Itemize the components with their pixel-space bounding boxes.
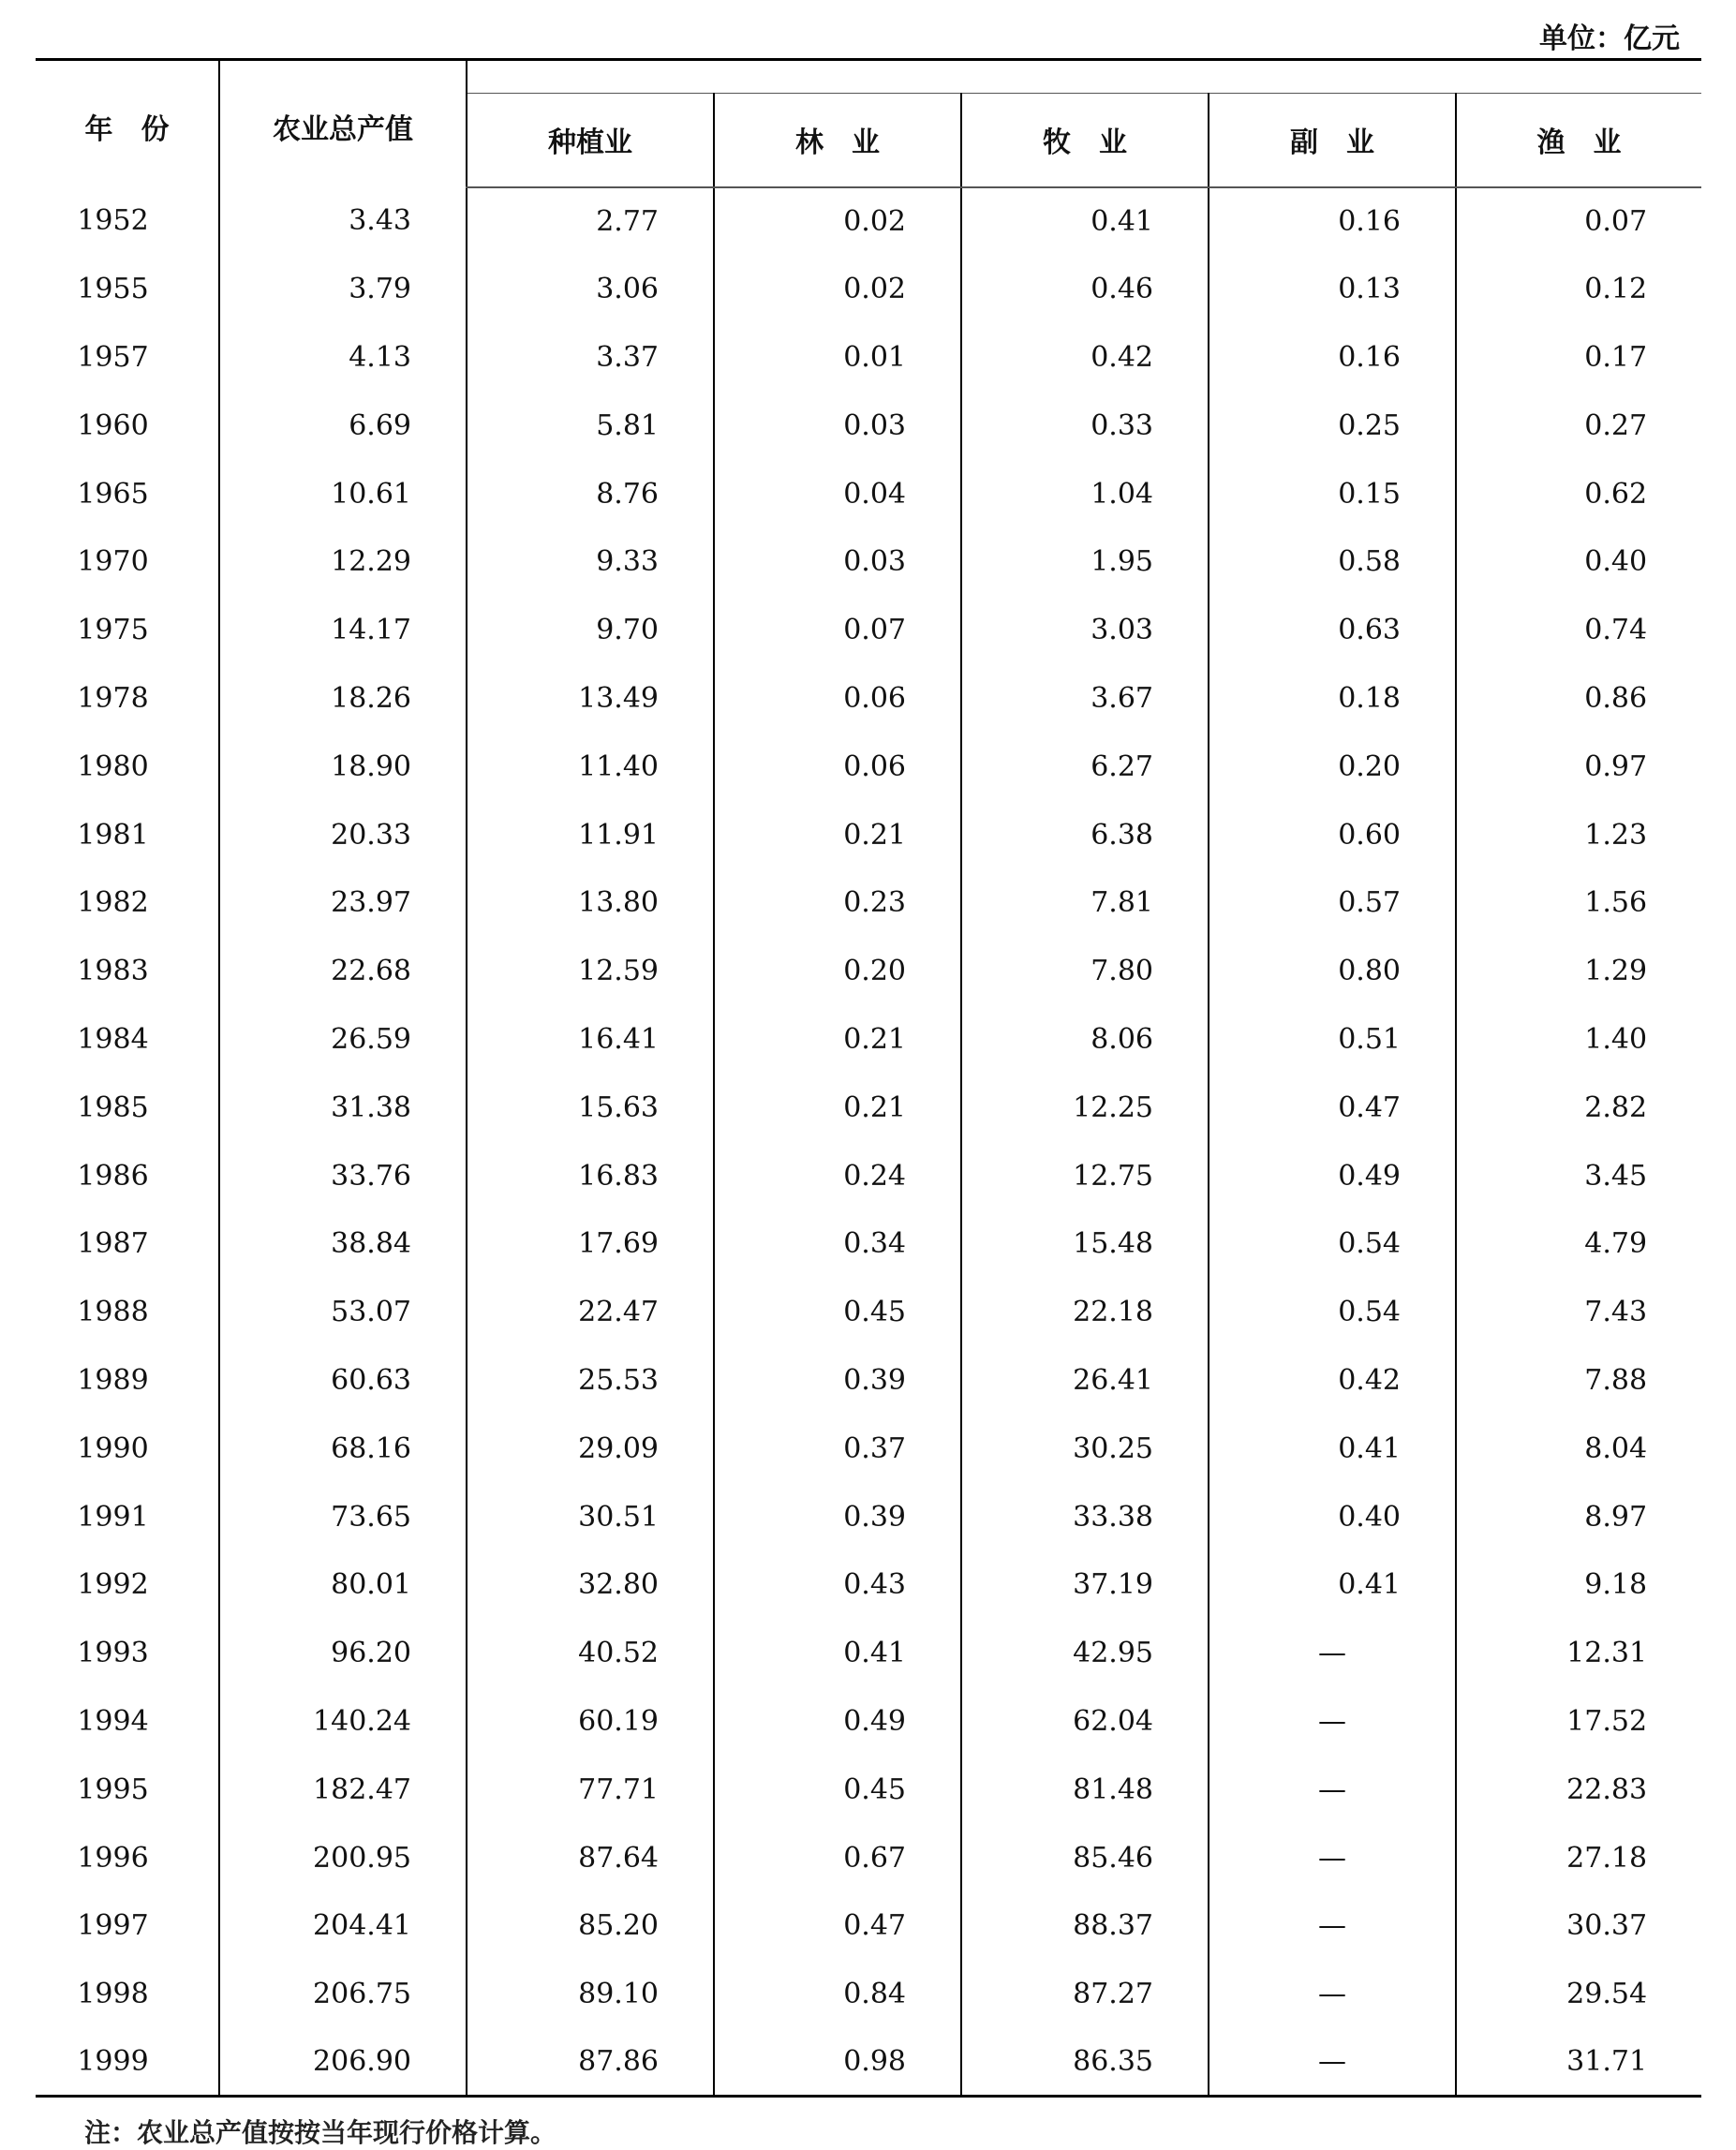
table-row <box>36 255 1701 323</box>
cell-total: 18.90 <box>219 733 467 801</box>
header-fishery: 渔 业 <box>1456 94 1701 187</box>
cell-total: 96.20 <box>219 1619 467 1687</box>
cell-forestry: 0.98 <box>714 2028 961 2097</box>
cell-fishery: 7.43 <box>1456 1278 1701 1346</box>
cell-forestry: 0.20 <box>714 937 961 1005</box>
cell-sideline: — <box>1209 1619 1456 1687</box>
table-row <box>36 1278 1701 1346</box>
table-row <box>36 664 1701 733</box>
cell-total: 12.29 <box>219 527 467 596</box>
cell-crop: 15.63 <box>467 1074 714 1142</box>
cell-livestock: 33.38 <box>961 1483 1209 1551</box>
cell-fishery: 1.40 <box>1456 1005 1701 1074</box>
cell-total: 4.13 <box>219 323 467 392</box>
cell-total: 60.63 <box>219 1346 467 1415</box>
cell-sideline: — <box>1209 1891 1456 1960</box>
cell-livestock: 81.48 <box>961 1756 1209 1824</box>
cell-livestock: 3.67 <box>961 664 1209 733</box>
cell-crop: 11.91 <box>467 801 714 869</box>
cell-livestock: 37.19 <box>961 1550 1209 1619</box>
cell-forestry: 0.45 <box>714 1278 961 1346</box>
table-row <box>36 1209 1701 1278</box>
cell-year: 1957 <box>77 340 149 374</box>
table-row <box>36 392 1701 460</box>
cell-livestock: 8.06 <box>961 1005 1209 1074</box>
cell-sideline: 0.18 <box>1209 664 1456 733</box>
cell-sideline: 0.63 <box>1209 596 1456 664</box>
cell-forestry: 0.37 <box>714 1415 961 1483</box>
cell-sideline: 0.41 <box>1209 1550 1456 1619</box>
cell-sideline: 0.51 <box>1209 1005 1456 1074</box>
cell-livestock: 12.25 <box>961 1074 1209 1142</box>
cell-forestry: 0.47 <box>714 1891 961 1960</box>
cell-forestry: 0.01 <box>714 323 961 392</box>
cell-crop: 11.40 <box>467 733 714 801</box>
cell-year: 1993 <box>77 1637 149 1670</box>
cell-crop: 87.86 <box>467 2028 714 2097</box>
cell-fishery: 22.83 <box>1456 1756 1701 1824</box>
cell-year: 1952 <box>77 204 149 238</box>
cell-livestock: 6.38 <box>961 801 1209 869</box>
cell-sideline: 0.42 <box>1209 1346 1456 1415</box>
cell-sideline: — <box>1209 2028 1456 2097</box>
cell-total: 18.26 <box>219 664 467 733</box>
table-row <box>36 1550 1701 1619</box>
cell-total: 6.69 <box>219 392 467 460</box>
cell-livestock: 7.80 <box>961 937 1209 1005</box>
cell-fishery: 4.79 <box>1456 1209 1701 1278</box>
cell-total: 68.16 <box>219 1415 467 1483</box>
cell-livestock: 7.81 <box>961 868 1209 937</box>
cell-forestry: 0.03 <box>714 527 961 596</box>
cell-fishery: 8.97 <box>1456 1483 1701 1551</box>
cell-sideline: 0.47 <box>1209 1074 1456 1142</box>
cell-sideline: 0.40 <box>1209 1483 1456 1551</box>
table-row <box>36 1824 1701 1892</box>
cell-total: 3.79 <box>219 255 467 323</box>
cell-crop: 12.59 <box>467 937 714 1005</box>
cell-forestry: 0.21 <box>714 1074 961 1142</box>
table-row <box>36 323 1701 392</box>
cell-crop: 9.70 <box>467 596 714 664</box>
cell-livestock: 85.46 <box>961 1824 1209 1892</box>
cell-livestock: 22.18 <box>961 1278 1209 1346</box>
cell-forestry: 0.02 <box>714 187 961 256</box>
cell-fishery: 0.74 <box>1456 596 1701 664</box>
cell-total: 22.68 <box>219 937 467 1005</box>
cell-year: 1955 <box>77 273 149 306</box>
cell-total: 80.01 <box>219 1550 467 1619</box>
table-row <box>36 1687 1701 1756</box>
cell-fishery: 0.27 <box>1456 392 1701 460</box>
cell-sideline: 0.15 <box>1209 460 1456 528</box>
cell-year: 1995 <box>77 1772 149 1806</box>
cell-year: 1996 <box>77 1841 149 1875</box>
cell-crop: 40.52 <box>467 1619 714 1687</box>
cell-livestock: 12.75 <box>961 1142 1209 1210</box>
cell-crop: 89.10 <box>467 1960 714 2028</box>
cell-fishery: 1.29 <box>1456 937 1701 1005</box>
cell-total: 53.07 <box>219 1278 467 1346</box>
cell-crop: 22.47 <box>467 1278 714 1346</box>
cell-crop: 2.77 <box>467 187 714 256</box>
cell-crop: 87.64 <box>467 1824 714 1892</box>
table-row <box>36 1074 1701 1142</box>
cell-year: 1980 <box>77 749 149 783</box>
cell-forestry: 0.39 <box>714 1346 961 1415</box>
table-row <box>36 1415 1701 1483</box>
cell-forestry: 0.06 <box>714 733 961 801</box>
cell-crop: 16.41 <box>467 1005 714 1074</box>
cell-year: 1982 <box>77 886 149 920</box>
cell-fishery: 3.45 <box>1456 1142 1701 1210</box>
cell-livestock: 0.46 <box>961 255 1209 323</box>
header-crop: 种植业 <box>467 94 714 187</box>
table-row <box>36 1960 1701 2028</box>
cell-total: 26.59 <box>219 1005 467 1074</box>
cell-sideline: 0.60 <box>1209 801 1456 869</box>
cell-total: 14.17 <box>219 596 467 664</box>
cell-year: 1992 <box>77 1568 149 1602</box>
cell-forestry: 0.67 <box>714 1824 961 1892</box>
cell-year: 1987 <box>77 1227 149 1261</box>
cell-forestry: 0.39 <box>714 1483 961 1551</box>
cell-crop: 16.83 <box>467 1142 714 1210</box>
cell-total: 10.61 <box>219 460 467 528</box>
table-row <box>36 1346 1701 1415</box>
header-sideline: 副 业 <box>1209 94 1456 187</box>
cell-year: 1983 <box>77 955 149 988</box>
cell-sideline: 0.49 <box>1209 1142 1456 1210</box>
cell-fishery: 17.52 <box>1456 1687 1701 1756</box>
cell-forestry: 0.49 <box>714 1687 961 1756</box>
cell-total: 204.41 <box>219 1891 467 1960</box>
cell-forestry: 0.04 <box>714 460 961 528</box>
cell-fishery: 0.17 <box>1456 323 1701 392</box>
cell-crop: 8.76 <box>467 460 714 528</box>
unit-label: 单位：亿元 <box>1539 22 1680 55</box>
cell-livestock: 30.25 <box>961 1415 1209 1483</box>
table-row <box>36 937 1701 1005</box>
cell-sideline: 0.58 <box>1209 527 1456 596</box>
table-row <box>36 1891 1701 1960</box>
cell-total: 23.97 <box>219 868 467 937</box>
cell-fishery: 12.31 <box>1456 1619 1701 1687</box>
cell-forestry: 0.02 <box>714 255 961 323</box>
cell-crop: 5.81 <box>467 392 714 460</box>
cell-fishery: 27.18 <box>1456 1824 1701 1892</box>
cell-year: 1975 <box>77 614 149 647</box>
cell-crop: 3.37 <box>467 323 714 392</box>
cell-forestry: 0.45 <box>714 1756 961 1824</box>
table-row <box>36 1619 1701 1687</box>
header-livestock: 牧 业 <box>961 94 1209 187</box>
table-row <box>36 2028 1701 2097</box>
cell-total: 182.47 <box>219 1756 467 1824</box>
cell-year: 1984 <box>77 1022 149 1056</box>
cell-fishery: 29.54 <box>1456 1960 1701 2028</box>
header-year: 年 份 <box>84 113 170 146</box>
cell-forestry: 0.23 <box>714 868 961 937</box>
cell-year: 1981 <box>77 818 149 852</box>
cell-year: 1998 <box>77 1978 149 2011</box>
cell-sideline: 0.20 <box>1209 733 1456 801</box>
table-row <box>36 733 1701 801</box>
cell-sideline: 0.13 <box>1209 255 1456 323</box>
cell-year: 1994 <box>77 1704 149 1738</box>
cell-fishery: 0.97 <box>1456 733 1701 801</box>
cell-crop: 60.19 <box>467 1687 714 1756</box>
cell-year: 1970 <box>77 545 149 579</box>
cell-livestock: 42.95 <box>961 1619 1209 1687</box>
cell-forestry: 0.43 <box>714 1550 961 1619</box>
table-row <box>36 1005 1701 1074</box>
cell-livestock: 1.95 <box>961 527 1209 596</box>
cell-sideline: 0.80 <box>1209 937 1456 1005</box>
cell-fishery: 0.86 <box>1456 664 1701 733</box>
cell-fishery: 31.71 <box>1456 2028 1701 2097</box>
cell-forestry: 0.84 <box>714 1960 961 2028</box>
cell-sideline: 0.54 <box>1209 1209 1456 1278</box>
cell-sideline: 0.16 <box>1209 323 1456 392</box>
cell-year: 1978 <box>77 681 149 715</box>
cell-sideline: — <box>1209 1824 1456 1892</box>
cell-fishery: 0.12 <box>1456 255 1701 323</box>
cell-year: 1986 <box>77 1159 149 1193</box>
cell-crop: 30.51 <box>467 1483 714 1551</box>
cell-total: 33.76 <box>219 1142 467 1210</box>
header-forestry: 林 业 <box>714 94 961 187</box>
cell-crop: 13.80 <box>467 868 714 937</box>
cell-fishery: 0.40 <box>1456 527 1701 596</box>
cell-sideline: 0.57 <box>1209 868 1456 937</box>
cell-livestock: 86.35 <box>961 2028 1209 2097</box>
cell-livestock: 62.04 <box>961 1687 1209 1756</box>
table-row <box>36 1142 1701 1210</box>
cell-sideline: 0.25 <box>1209 392 1456 460</box>
cell-total: 140.24 <box>219 1687 467 1756</box>
cell-forestry: 0.07 <box>714 596 961 664</box>
cell-fishery: 1.56 <box>1456 868 1701 937</box>
table-row <box>36 1756 1701 1824</box>
cell-year: 1991 <box>77 1500 149 1534</box>
cell-fishery: 1.23 <box>1456 801 1701 869</box>
cell-total: 31.38 <box>219 1074 467 1142</box>
cell-forestry: 0.41 <box>714 1619 961 1687</box>
cell-crop: 3.06 <box>467 255 714 323</box>
cell-sideline: 0.54 <box>1209 1278 1456 1346</box>
cell-livestock: 3.03 <box>961 596 1209 664</box>
cell-sideline: — <box>1209 1687 1456 1756</box>
cell-total: 20.33 <box>219 801 467 869</box>
cell-crop: 9.33 <box>467 527 714 596</box>
cell-fishery: 0.62 <box>1456 460 1701 528</box>
cell-fishery: 30.37 <box>1456 1891 1701 1960</box>
cell-total: 206.75 <box>219 1960 467 2028</box>
table-row <box>36 596 1701 664</box>
cell-fishery: 2.82 <box>1456 1074 1701 1142</box>
cell-forestry: 0.24 <box>714 1142 961 1210</box>
cell-livestock: 0.42 <box>961 323 1209 392</box>
cell-livestock: 0.41 <box>961 187 1209 256</box>
cell-livestock: 1.04 <box>961 460 1209 528</box>
cell-forestry: 0.03 <box>714 392 961 460</box>
table-header <box>36 60 1701 187</box>
cell-crop: 17.69 <box>467 1209 714 1278</box>
cell-crop: 32.80 <box>467 1550 714 1619</box>
cell-crop: 77.71 <box>467 1756 714 1824</box>
cell-year: 1965 <box>77 477 149 511</box>
cell-crop: 13.49 <box>467 664 714 733</box>
cell-crop: 29.09 <box>467 1415 714 1483</box>
header-group-spacer <box>467 60 1701 94</box>
cell-total: 73.65 <box>219 1483 467 1551</box>
table-row <box>36 1483 1701 1551</box>
cell-livestock: 26.41 <box>961 1346 1209 1415</box>
cell-total: 38.84 <box>219 1209 467 1278</box>
agriculture-output-table <box>36 58 1701 2098</box>
cell-total: 3.43 <box>219 187 467 256</box>
table-row <box>36 868 1701 937</box>
table-row <box>36 460 1701 528</box>
cell-sideline: — <box>1209 1960 1456 2028</box>
cell-forestry: 0.21 <box>714 1005 961 1074</box>
cell-fishery: 9.18 <box>1456 1550 1701 1619</box>
cell-livestock: 88.37 <box>961 1891 1209 1960</box>
cell-year: 1989 <box>77 1363 149 1397</box>
table-note: 注：农业总产值按按当年现行价格计算。 <box>84 2117 557 2148</box>
cell-livestock: 6.27 <box>961 733 1209 801</box>
cell-livestock: 15.48 <box>961 1209 1209 1278</box>
cell-year: 1999 <box>36 2028 219 2097</box>
cell-total: 200.95 <box>219 1824 467 1892</box>
cell-total: 206.90 <box>219 2028 467 2097</box>
cell-forestry: 0.21 <box>714 801 961 869</box>
cell-livestock: 0.33 <box>961 392 1209 460</box>
table-row <box>36 801 1701 869</box>
cell-year: 1960 <box>77 408 149 442</box>
cell-sideline: 0.41 <box>1209 1415 1456 1483</box>
cell-fishery: 0.07 <box>1456 187 1701 256</box>
cell-year: 1997 <box>77 1909 149 1943</box>
table-body <box>36 187 1701 2097</box>
cell-livestock: 87.27 <box>961 1960 1209 2028</box>
table-row <box>36 187 1701 256</box>
cell-year: 1988 <box>77 1296 149 1329</box>
header-total: 农业总产值 <box>219 60 467 187</box>
cell-sideline: 0.16 <box>1209 187 1456 256</box>
cell-forestry: 0.34 <box>714 1209 961 1278</box>
cell-crop: 85.20 <box>467 1891 714 1960</box>
cell-year: 1990 <box>77 1431 149 1465</box>
cell-fishery: 7.88 <box>1456 1346 1701 1415</box>
cell-year: 1985 <box>77 1090 149 1124</box>
cell-forestry: 0.06 <box>714 664 961 733</box>
cell-sideline: — <box>1209 1756 1456 1824</box>
cell-crop: 25.53 <box>467 1346 714 1415</box>
table-row <box>36 527 1701 596</box>
cell-fishery: 8.04 <box>1456 1415 1701 1483</box>
